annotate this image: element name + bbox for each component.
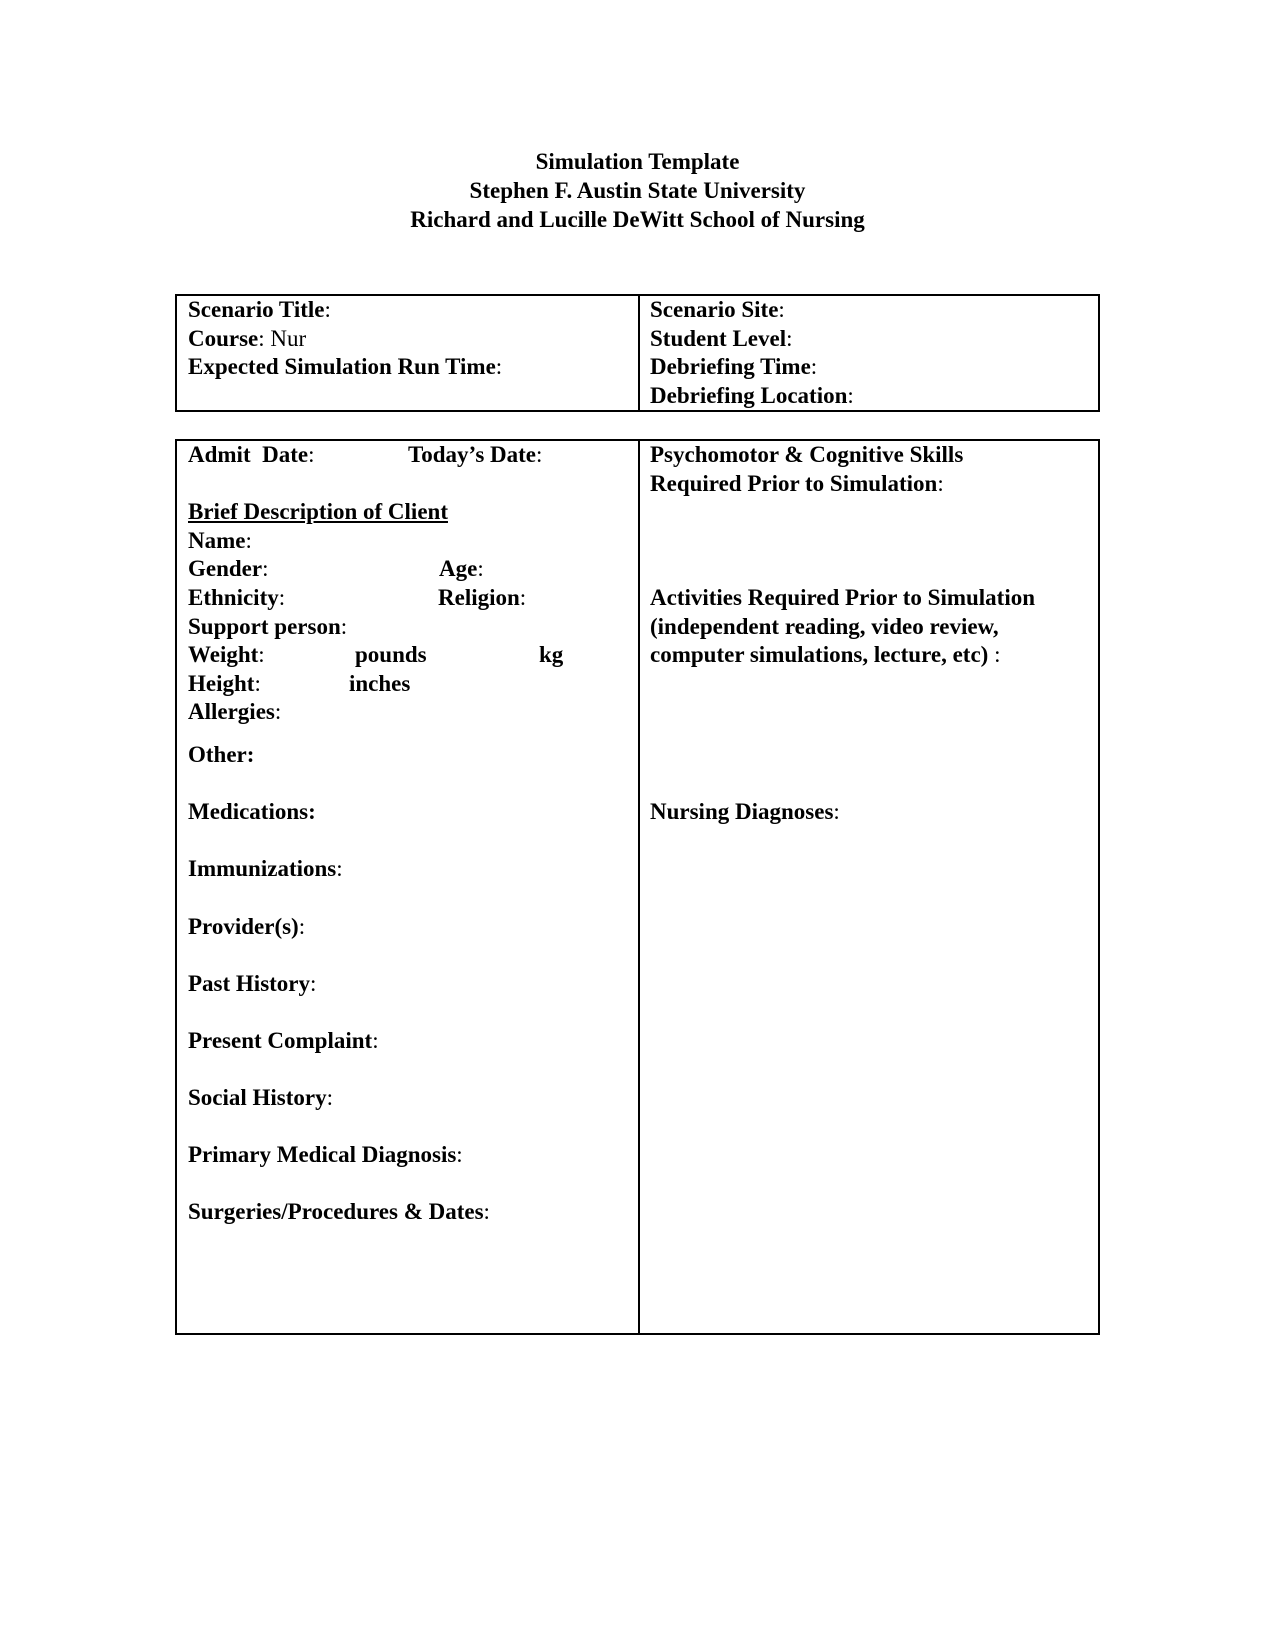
debriefing-time-label: Debriefing Time	[650, 354, 811, 380]
course-field[interactable]: Course: Nur	[188, 325, 307, 351]
document-title: Simulation Template	[535, 149, 740, 174]
other-field[interactable]	[188, 741, 628, 770]
social-history-label: Social History	[188, 1085, 327, 1111]
admit-date-label: Admit Date	[188, 442, 309, 467]
social-history-field[interactable]: Social History:	[188, 1085, 334, 1111]
age-field[interactable]: Age:	[439, 556, 484, 582]
admit-date-field[interactable]: Admit Date:	[188, 442, 315, 467]
ethnicity-label: Ethnicity	[188, 584, 279, 610]
kg-unit: kg	[539, 642, 564, 668]
allergies-label: Allergies	[188, 699, 275, 725]
primary-diagnosis-field[interactable]: Primary Medical Diagnosis:	[188, 1142, 463, 1168]
name-field[interactable]: Name:	[188, 527, 252, 553]
school-name: Richard and Lucille DeWitt School of Nursing	[410, 207, 865, 232]
present-complaint-field[interactable]: Present Complaint:	[188, 1027, 379, 1053]
scenario-title-label: Scenario Title	[188, 297, 325, 322]
medications-label: Medications:	[188, 799, 316, 825]
scenario-info-left	[188, 296, 628, 382]
activities-line1: Activities Required Prior to Simulation	[650, 584, 1036, 610]
todays-date-label: Today’s Date	[408, 442, 537, 467]
activities-line2: (independent reading, video review,	[650, 613, 999, 639]
immunizations-field[interactable]: Immunizations:	[188, 856, 343, 882]
dates-row	[188, 441, 628, 470]
skills-line1: Psychomotor & Cognitive Skills	[650, 442, 964, 467]
present-complaint-label: Present Complaint	[188, 1027, 373, 1053]
run-time-label: Expected Simulation Run Time	[188, 354, 496, 380]
surgeries-label: Surgeries/Procedures & Dates	[188, 1199, 484, 1225]
todays-date-field[interactable]: Today’s Date:	[408, 442, 543, 467]
gender-field[interactable]: Gender:	[188, 556, 269, 582]
ethnicity-religion-row	[188, 584, 628, 613]
religion-field[interactable]: Religion:	[438, 584, 527, 610]
course-label: Course	[188, 325, 259, 351]
skills-line2: Required Prior to Simulation	[650, 470, 938, 496]
brief-description-heading: Brief Description of Client	[188, 499, 448, 525]
activities-heading[interactable]	[650, 584, 1090, 613]
ethnicity-field[interactable]: Ethnicity:	[188, 584, 286, 610]
scenario-info-box	[175, 294, 1100, 412]
column-divider	[638, 296, 640, 410]
activities-line3: computer simulations, lecture, etc)	[650, 642, 989, 668]
surgeries-field[interactable]: Surgeries/Procedures & Dates:	[188, 1199, 490, 1225]
student-level-field[interactable]: Student Level:	[650, 325, 793, 351]
support-person-field[interactable]: Support person:	[188, 613, 348, 639]
primary-diagnosis-label: Primary Medical Diagnosis	[188, 1142, 457, 1168]
providers-label: Provider(s)	[188, 913, 299, 939]
gender-age-row	[188, 555, 628, 584]
inches-unit: inches	[349, 670, 411, 696]
weight-field[interactable]: Weight: pounds kg	[188, 641, 628, 670]
pounds-unit: pounds	[355, 642, 427, 668]
debriefing-location-field[interactable]: Debriefing Location:	[650, 382, 854, 408]
run-time-field[interactable]: Expected Simulation Run Time:	[188, 354, 503, 380]
height-label: Height	[188, 670, 255, 696]
debriefing-time-field[interactable]: Debriefing Time:	[650, 354, 818, 380]
client-info-box	[175, 439, 1100, 1335]
nursing-diagnoses-field[interactable]: Nursing Diagnoses:	[650, 799, 840, 825]
religion-label: Religion	[438, 584, 520, 610]
name-label: Name	[188, 527, 246, 553]
providers-field[interactable]: Provider(s):	[188, 913, 306, 939]
client-info-column	[188, 441, 628, 1227]
document-header	[0, 147, 1275, 234]
activities-colon: :	[988, 642, 1001, 668]
university-name: Stephen F. Austin State University	[469, 178, 806, 203]
allergies-field[interactable]: Allergies:	[188, 699, 282, 725]
skills-heading[interactable]	[650, 441, 1090, 470]
requirements-column: Psychomotor & Cognitive Skills Required Prior to Simulation: Activities Required Prior to Simulation (independent reading, video review, computer simulations, lecture, etc) : Nursing Diagnoses:	[650, 441, 1090, 827]
past-history-label: Past History	[188, 970, 311, 996]
gender-label: Gender	[188, 556, 263, 582]
immunizations-label: Immunizations	[188, 856, 337, 882]
scenario-info-right	[650, 296, 1090, 410]
course-value: Nur	[270, 325, 307, 351]
scenario-site-label: Scenario Site	[650, 297, 779, 322]
scenario-title-field[interactable]: Scenario Title:	[188, 297, 331, 322]
past-history-field[interactable]: Past History:	[188, 970, 317, 996]
scenario-site-field[interactable]: Scenario Site:	[650, 297, 785, 322]
column-divider	[638, 441, 640, 1333]
height-field[interactable]: Height: inches	[188, 670, 628, 699]
nursing-diagnoses-label: Nursing Diagnoses	[650, 799, 834, 825]
debriefing-location-label: Debriefing Location	[650, 382, 848, 408]
age-label: Age	[439, 556, 478, 582]
medications-field[interactable]	[188, 798, 628, 827]
other-label: Other:	[188, 741, 255, 767]
weight-label: Weight	[188, 642, 259, 668]
student-level-label: Student Level	[650, 325, 787, 351]
support-person-label: Support person	[188, 613, 341, 639]
